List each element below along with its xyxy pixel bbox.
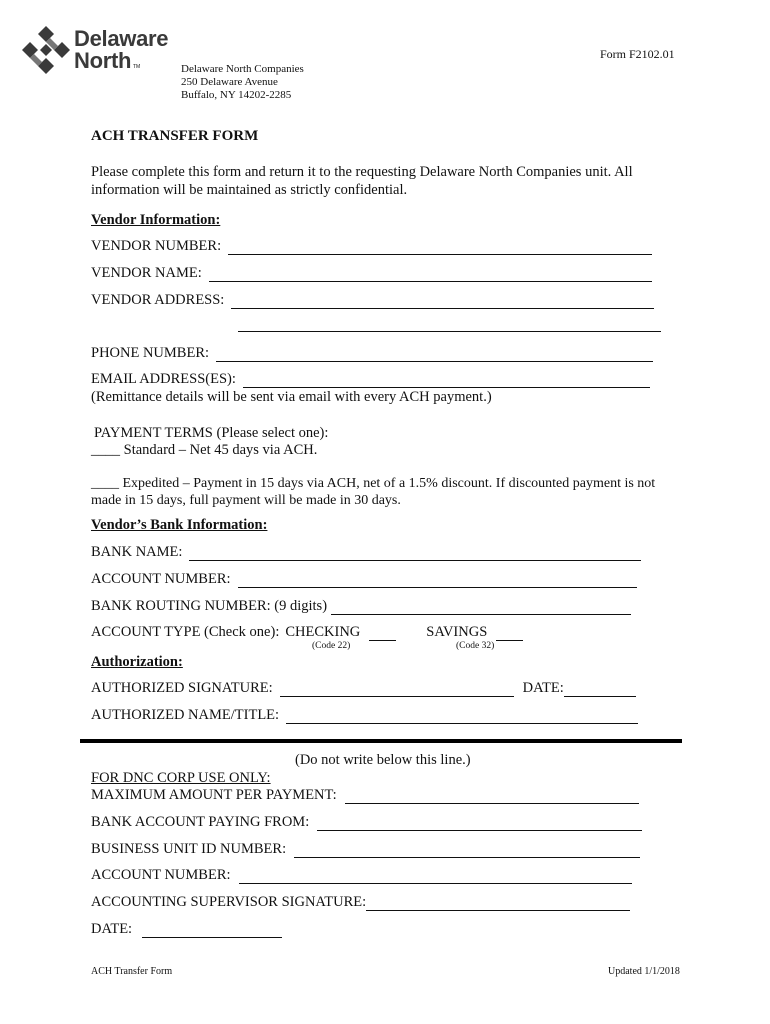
company-name: Delaware North Companies: [181, 63, 304, 75]
vendor-name-label: VENDOR NAME:: [91, 265, 202, 281]
payment-option-standard[interactable]: ____ Standard – Net 45 days via ACH.: [91, 442, 318, 458]
authorization-heading: Authorization:: [91, 654, 183, 670]
bank-heading: Vendor’s Bank Information:: [91, 517, 268, 533]
vendor-name-field[interactable]: [209, 267, 652, 282]
vendor-address-label: VENDOR ADDRESS:: [91, 292, 225, 308]
vendor-name-row: [91, 264, 652, 282]
form-number: Form F2102.01: [600, 47, 675, 61]
vendor-number-label: VENDOR NUMBER:: [91, 238, 222, 254]
supervisor-row: [91, 893, 630, 911]
bank-account-row: [91, 570, 637, 588]
vendor-address-field-2[interactable]: [238, 317, 661, 332]
payment-option-expedited-note: made in 15 days, full payment will be made in 30 days.: [91, 493, 401, 508]
corp-account-label: ACCOUNT NUMBER:: [91, 867, 231, 883]
corp-account-field[interactable]: [239, 869, 632, 884]
corp-date-field[interactable]: [142, 923, 282, 938]
phone-row: [91, 344, 653, 362]
supervisor-field[interactable]: [366, 896, 630, 911]
do-not-write-note: (Do not write below this line.): [295, 752, 471, 768]
checking-checkbox[interactable]: [369, 626, 396, 641]
bank-account-field[interactable]: [238, 573, 637, 588]
logo: [20, 24, 180, 76]
corp-date-label: DATE:: [91, 921, 133, 937]
phone-label: PHONE NUMBER:: [91, 345, 210, 361]
bank-account-label: ACCOUNT NUMBER:: [91, 571, 231, 587]
auth-date-label: DATE:: [522, 680, 564, 696]
vendor-number-field[interactable]: [228, 240, 652, 255]
max-amount-label: MAXIMUM AMOUNT PER PAYMENT:: [91, 787, 337, 803]
logo-word-delaware: Delaware: [74, 26, 169, 51]
vendor-address-row: [91, 291, 654, 309]
name-title-field[interactable]: [286, 709, 638, 724]
unit-id-label: BUSINESS UNIT ID NUMBER:: [91, 841, 287, 857]
paying-from-label: BANK ACCOUNT PAYING FROM:: [91, 814, 310, 830]
delaware-north-logo-icon: [20, 24, 72, 76]
email-label: EMAIL ADDRESS(ES):: [91, 371, 236, 387]
unit-id-field[interactable]: [294, 843, 640, 858]
logo-trademark: TM: [133, 64, 141, 70]
routing-field[interactable]: [331, 600, 631, 615]
name-title-label: AUTHORIZED NAME/TITLE:: [91, 707, 280, 723]
bank-name-label: BANK NAME:: [91, 544, 183, 560]
intro-line-2: information will be maintained as strictly confidential.: [91, 182, 408, 198]
vendor-address-field-1[interactable]: [231, 294, 654, 309]
checking-label: CHECKING: [285, 624, 361, 640]
remittance-note: (Remittance details will be sent via email with every ACH payment.): [91, 389, 492, 405]
vendor-number-row: [91, 237, 652, 255]
signature-row: [91, 679, 636, 697]
savings-label: SAVINGS: [426, 624, 488, 640]
intro-line-1: Please complete this form and return it to the requesting Delaware North Companies unit. All: [91, 164, 633, 180]
footer-left: ACH Transfer Form: [91, 966, 173, 977]
unit-id-row: [91, 840, 640, 858]
logo-word-north: North: [74, 48, 132, 73]
signature-field[interactable]: [280, 682, 514, 697]
max-amount-field[interactable]: [345, 789, 639, 804]
routing-row: [91, 597, 631, 615]
savings-code: (Code 32): [456, 641, 495, 651]
checking-code: (Code 22): [312, 641, 351, 651]
supervisor-label: ACCOUNTING SUPERVISOR SIGNATURE:: [91, 894, 367, 910]
max-amount-row: [91, 786, 639, 804]
paying-from-row: [91, 813, 642, 831]
payment-terms-heading: PAYMENT TERMS (Please select one):: [94, 425, 329, 441]
account-type-row: [91, 623, 523, 641]
savings-checkbox[interactable]: [496, 626, 523, 641]
name-title-row: [91, 706, 638, 724]
company-city: Buffalo, NY 14202-2285: [181, 89, 292, 101]
payment-option-expedited[interactable]: ____ Expedited – Payment in 15 days via ACH, net of a 1.5% discount. If discounted payment is not: [91, 476, 656, 491]
phone-field[interactable]: [216, 347, 653, 362]
routing-label: BANK ROUTING NUMBER: (9 digits): [91, 598, 328, 614]
corp-date-row: [91, 920, 282, 938]
paying-from-field[interactable]: [317, 816, 642, 831]
account-type-label: ACCOUNT TYPE (Check one):: [91, 624, 280, 640]
bank-name-row: [91, 543, 641, 561]
signature-label: AUTHORIZED SIGNATURE:: [91, 680, 273, 696]
company-street: 250 Delaware Avenue: [181, 76, 278, 88]
email-row: [91, 370, 650, 388]
footer-right: Updated 1/1/2018: [608, 966, 680, 977]
email-field[interactable]: [243, 373, 650, 388]
form-title: ACH TRANSFER FORM: [91, 128, 259, 144]
corp-use-heading: FOR DNC CORP USE ONLY:: [91, 770, 271, 786]
corp-account-row: [91, 866, 632, 884]
auth-date-field[interactable]: [564, 682, 636, 697]
vendor-heading: Vendor Information:: [91, 212, 221, 228]
bank-name-field[interactable]: [189, 546, 641, 561]
separator-rule: [80, 739, 682, 743]
